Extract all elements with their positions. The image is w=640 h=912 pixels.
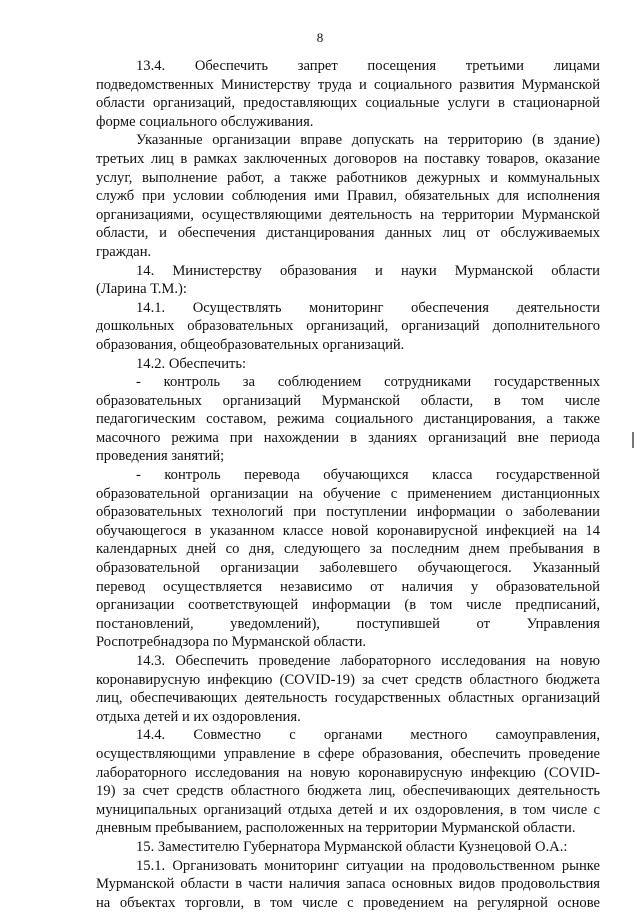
paragraph-13-4-exception	[96, 131, 600, 261]
text-line: муниципальных организаций отдыха детей и их оздоровления, в том числе с	[96, 801, 600, 818]
text-line: образовательных организаций Мурманской области, в том числе	[96, 392, 600, 409]
text-line: образовательной организации заболевшего обучающегося. Указанный	[96, 560, 600, 577]
text-line: дошкольных образовательных организаций, организаций дополнительного	[96, 318, 600, 335]
scan-edge-mark	[632, 432, 634, 448]
page-number: 8	[316, 30, 324, 45]
document-body	[96, 57, 600, 912]
text-line: педагогическим составом, режима социального дистанцирования, а также	[96, 411, 600, 428]
text-line: (Ларина Т.М.):	[96, 281, 187, 298]
text-line: 14. Министерству образования и науки Мурманской области	[136, 262, 600, 279]
text-line: - контроль перевода обучающихся класса государственной	[136, 467, 600, 484]
text-line: масочного режима при нахождении в зданиях организаций вне периода	[96, 429, 600, 446]
text-line: образования, общеобразовательных организаций.	[96, 336, 405, 353]
text-line: 14.4. Совместно с органами местного самоуправления,	[136, 727, 600, 744]
text-line: коронавирусную инфекцию (COVID-19) за счет средств областного бюджета	[96, 671, 600, 688]
text-line: - контроль за соблюдением сотрудниками государственных	[136, 374, 600, 391]
text-line: 19) за счет средств областного бюджета лиц, обеспечивающих деятельность	[96, 783, 600, 800]
text-line: третьих лиц в рамках заключенных договоров на поставку товаров, оказание	[96, 150, 600, 167]
text-line: услуг, выполнение работ, а также работников дежурных и коммунальных	[96, 169, 600, 186]
list-item-control-staff	[96, 373, 600, 466]
text-line: Мурманской области в части наличия запаса основных видов продовольствия	[96, 876, 600, 893]
text-line: 15.1. Организовать мониторинг ситуации на продовольственном рынке	[136, 857, 600, 874]
paragraph-14-1	[96, 299, 600, 355]
text-line: 15. Заместителю Губернатора Мурманской области Кузнецовой О.А.:	[136, 838, 568, 855]
paragraph-15-1	[96, 857, 600, 912]
text-line: образовательной организации на обучение с применением дистанционных	[96, 485, 600, 502]
text-line: организации соответствующей информации (в том числе предписаний,	[96, 597, 600, 614]
paragraph-14	[96, 262, 600, 299]
text-line: дневным пребыванием, расположенных на территории Мурманской области.	[96, 820, 576, 837]
text-line: лиц, обеспечивающих деятельность государственных областных организаций	[96, 690, 600, 707]
text-line: 13.4. Обеспечить запрет посещения третьими лицами	[136, 58, 600, 74]
text-line: организациями, осуществляющими деятельность на территории Мурманской	[96, 206, 600, 223]
text-line: 14.3. Обеспечить проведение лабораторного исследования на новую	[136, 653, 600, 669]
paragraph-13-4	[96, 57, 600, 131]
text-line: календарных дней со дня, следующего за последним днем пребывания в	[96, 541, 600, 558]
text-line: граждан.	[96, 243, 152, 260]
text-line: Роспотребнадзора по Мурманской области.	[96, 634, 367, 651]
text-line: образовательных технологий при поступлении информации о заболевании	[96, 504, 600, 521]
paragraph-15	[96, 838, 600, 857]
text-line: отдыха детей и их оздоровления.	[96, 708, 301, 725]
text-line: Указанные организации вправе допускать на территорию (в здание)	[136, 132, 600, 149]
paragraph-14-4	[96, 726, 600, 838]
text-line: области организаций, предоставляющих социальные услуги в стационарной	[96, 95, 600, 112]
paragraph-14-3	[96, 652, 600, 726]
text-line: подведомственных Министерству труда и социального развития Мурманской	[96, 76, 600, 93]
text-line: осуществляющими управление в сфере образования, обеспечить проведение	[96, 745, 600, 762]
text-line: области, и обеспечения дистанцирования данных лиц от обслуживаемых	[96, 225, 600, 242]
paragraph-14-2	[96, 355, 600, 374]
text-line: проведения занятий;	[96, 448, 225, 465]
list-item-control-transfer	[96, 466, 600, 652]
text-line: лабораторного исследования на новую коронавирусную инфекцию (COVID-	[96, 764, 600, 781]
text-line: 14.2. Обеспечить:	[136, 355, 247, 372]
text-line: на объектах торговли, в том числе с проведением на регулярной основе	[96, 894, 600, 911]
text-line: служб при условии соблюдения ими Правил, обязательных для исполнения	[96, 188, 600, 205]
text-line: форме социального обслуживания.	[96, 113, 314, 130]
text-line: обучающегося в указанном классе новой коронавирусной инфекцией на 14	[96, 522, 600, 539]
text-line: перевод осуществляется независимо от наличия у образовательной	[96, 578, 600, 595]
text-line: постановлений, уведомлений), поступившей от Управления	[96, 615, 600, 632]
text-line: 14.1. Осуществлять мониторинг обеспечения деятельности	[136, 299, 600, 316]
